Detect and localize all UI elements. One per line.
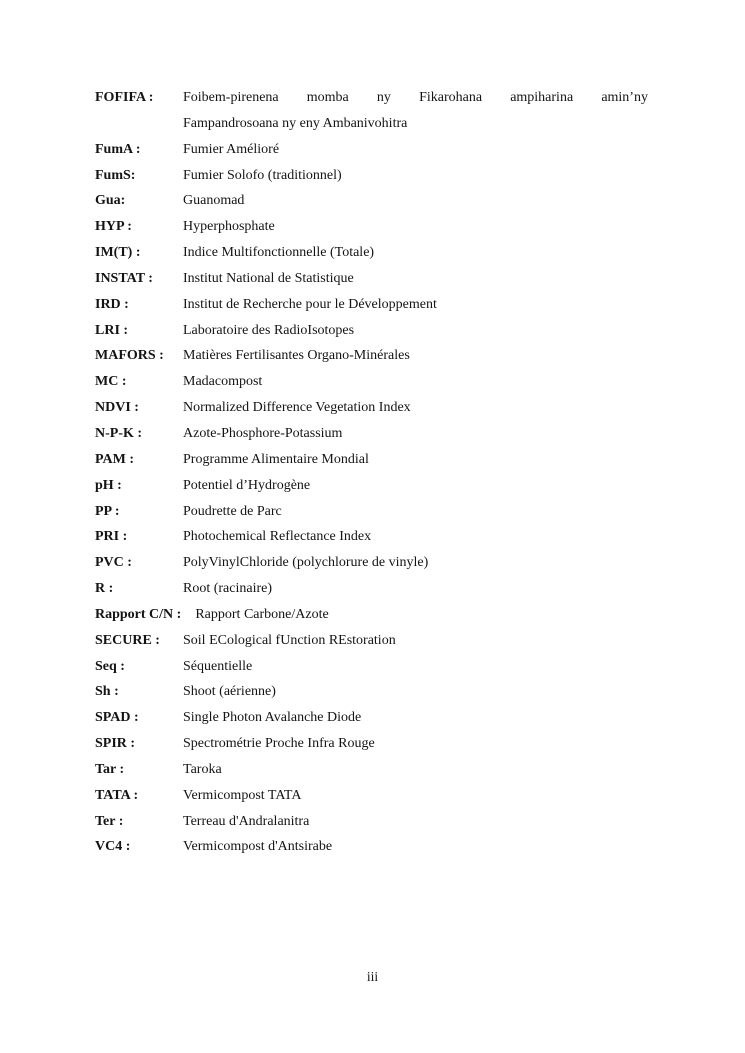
abbreviation-definition: Taroka (183, 761, 222, 777)
abbreviation-definition: Guanomad (183, 193, 245, 209)
abbreviation-row (95, 214, 648, 240)
abbreviation-definition: Vermicompost d'Antsirabe (183, 839, 333, 855)
abbreviation-row (95, 550, 648, 576)
abbreviation-row (95, 369, 648, 395)
abbreviation-definition: Single Photon Avalanche Diode (183, 710, 362, 726)
abbreviation-definition: Terreau d'Andralanitra (183, 813, 310, 829)
abbreviation-row (95, 679, 648, 705)
abbreviation-row (95, 395, 648, 421)
abbreviation-definition: Shoot (aérienne) (183, 684, 276, 700)
definition-line: Fampandrosoana ny eny Ambanivohitra (183, 115, 408, 131)
abbreviation-definition: Hyperphosphate (183, 219, 275, 235)
abbreviation-row (95, 705, 648, 731)
abbreviation-row (95, 163, 648, 189)
abbreviation-definition: Root (racinaire) (183, 581, 273, 597)
abbreviation-definition: Indice Multifonctionnelle (Totale) (183, 245, 375, 261)
abbreviation-row (95, 499, 648, 525)
abbreviation-row (95, 628, 648, 654)
abbreviation-term: SPAD : (95, 710, 139, 726)
abbreviation-term: SPIR : (95, 736, 136, 752)
abbreviation-term: FOFIFA : (95, 90, 154, 105)
definition-word: Fikarohana (419, 90, 483, 105)
abbreviation-term: TATA : (95, 787, 139, 803)
abbreviation-term: MAFORS : (95, 348, 164, 364)
abbreviation-term: IRD : (95, 296, 129, 312)
abbreviation-row (95, 834, 648, 860)
abbreviation-list (95, 85, 648, 860)
abbreviation-row (95, 576, 648, 602)
abbreviation-term: PVC : (95, 555, 132, 571)
abbreviation-definition: Normalized Difference Vegetation Index (183, 400, 411, 416)
abbreviation-term: FumS: (95, 167, 136, 183)
abbreviation-term: Rapport C/N : (95, 606, 182, 622)
definition-word: amin’ny (601, 90, 648, 105)
abbreviation-definition (183, 85, 648, 137)
abbreviation-term: VC4 : (95, 839, 131, 855)
abbreviation-row (95, 654, 648, 680)
page-number: iii (366, 969, 379, 984)
abbreviation-row (95, 240, 648, 266)
definition-word: ampiharina (510, 90, 574, 105)
abbreviation-definition: Programme Alimentaire Mondial (183, 451, 369, 467)
abbreviation-definition: Photochemical Reflectance Index (183, 529, 372, 545)
abbreviation-definition: PolyVinylChloride (polychlorure de vinyle) (183, 555, 429, 571)
abbreviation-definition: Soil ECological fUnction REstoration (183, 632, 396, 648)
abbreviation-definition: Laboratoire des RadioIsotopes (183, 322, 355, 338)
abbreviation-term: Seq : (95, 658, 125, 674)
abbreviation-term: Tar : (95, 761, 125, 777)
abbreviation-term: MC : (95, 374, 127, 390)
definition-word: Foibem-pirenena (183, 90, 279, 105)
abbreviation-term: R : (95, 581, 114, 597)
abbreviation-definition: Séquentielle (183, 658, 253, 674)
abbreviation-definition: Vermicompost TATA (183, 787, 302, 803)
abbreviation-row (95, 343, 648, 369)
abbreviation-row (95, 757, 648, 783)
abbreviation-definition: Spectrométrie Proche Infra Rouge (183, 736, 375, 752)
abbreviation-row (95, 292, 648, 318)
abbreviation-row (95, 266, 648, 292)
abbreviation-term: NDVI : (95, 400, 139, 416)
abbreviation-definition: Rapport Carbone/Azote (195, 606, 329, 622)
abbreviation-definition: Madacompost (183, 374, 263, 390)
definition-word: ny (376, 90, 391, 105)
abbreviation-term: SECURE : (95, 632, 160, 648)
abbreviation-term: FumA : (95, 141, 141, 157)
abbreviation-term: HYP : (95, 219, 132, 235)
abbreviation-term: PAM : (95, 451, 134, 467)
abbreviation-row (95, 783, 648, 809)
abbreviation-term: pH : (95, 477, 122, 493)
abbreviation-definition: Potentiel d’Hydrogène (183, 477, 311, 493)
abbreviation-term: IM(T) : (95, 245, 141, 261)
abbreviation-row (95, 524, 648, 550)
abbreviation-definition: Fumier Amélioré (183, 141, 280, 157)
abbreviation-definition: Institut National de Statistique (183, 270, 354, 286)
abbreviation-term: PRI : (95, 529, 128, 545)
abbreviation-definition: Fumier Solofo (traditionnel) (183, 167, 342, 183)
abbreviation-definition: Institut de Recherche pour le Développement (183, 296, 437, 312)
abbreviation-row (95, 318, 648, 344)
abbreviation-row (95, 809, 648, 835)
abbreviation-row (95, 137, 648, 163)
abbreviation-row (95, 602, 648, 628)
abbreviation-row (95, 85, 648, 137)
abbreviation-definition: Matières Fertilisantes Organo-Minérales (183, 348, 410, 364)
abbreviation-term: Gua: (95, 193, 126, 209)
definition-line (183, 85, 648, 111)
abbreviation-term: Sh : (95, 684, 119, 700)
abbreviation-term: PP : (95, 503, 120, 519)
abbreviation-term: Ter : (95, 813, 124, 829)
abbreviation-row (95, 473, 648, 499)
abbreviation-term: LRI : (95, 322, 129, 338)
abbreviation-definition: Azote-Phosphore-Potassium (183, 425, 343, 441)
definition-word: momba (306, 90, 349, 105)
abbreviation-row (95, 188, 648, 214)
abbreviation-row (95, 731, 648, 757)
abbreviation-row (95, 447, 648, 473)
abbreviation-term: N-P-K : (95, 425, 143, 441)
abbreviation-definition: Poudrette de Parc (183, 503, 282, 519)
abbreviation-term: INSTAT : (95, 270, 153, 286)
abbreviation-row (95, 421, 648, 447)
